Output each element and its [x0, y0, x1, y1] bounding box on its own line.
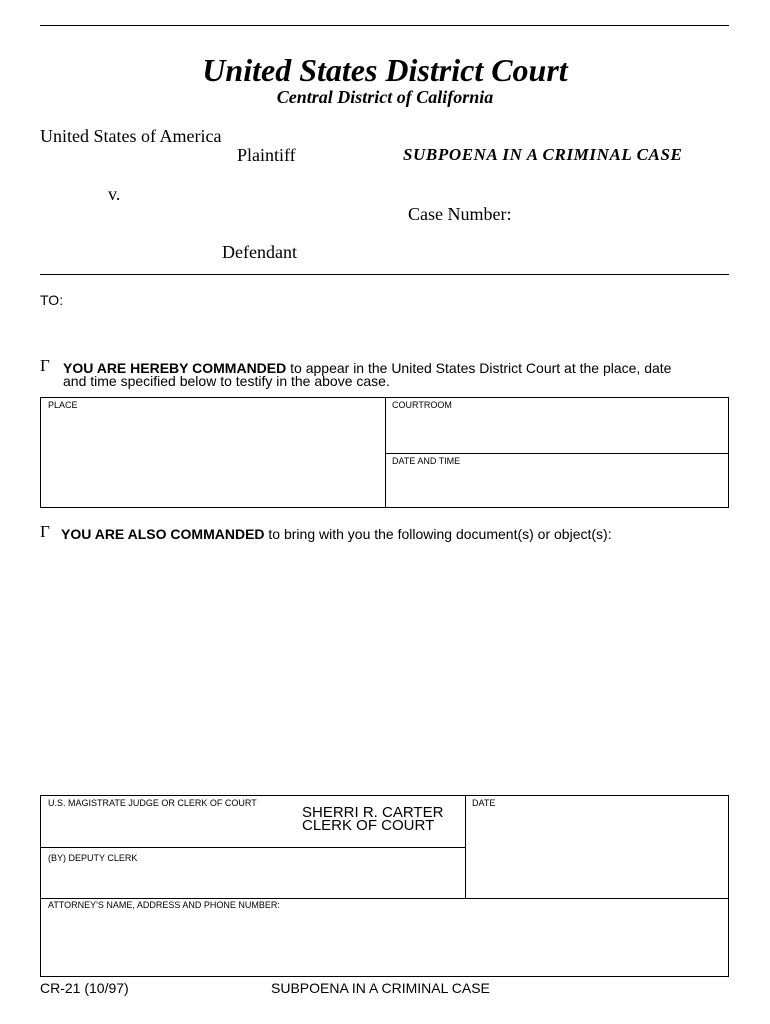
- command-appear-bold: YOU ARE HEREBY COMMANDED: [63, 360, 287, 376]
- document-type-heading: SUBPOENA IN A CRIMINAL CASE: [403, 145, 683, 164]
- command-appear-text-2: and time specified below to testify in the above case.: [63, 373, 390, 389]
- signature-vdivider: [465, 795, 466, 898]
- versus: v.: [108, 184, 121, 204]
- clerk-name: SHERRI R. CARTER: [302, 804, 444, 821]
- place-label: PLACE: [48, 400, 78, 410]
- command-bring-rest: to bring with you the following document(s) or object(s):: [264, 526, 612, 542]
- checkbox-bring[interactable]: Γ: [40, 522, 50, 541]
- case-number-label: Case Number:: [408, 204, 512, 224]
- clerk-title: CLERK OF COURT: [302, 817, 435, 834]
- date-time-label: DATE AND TIME: [392, 456, 461, 466]
- command-bring-bold: YOU ARE ALSO COMMANDED: [61, 526, 265, 542]
- attorney-label: ATTORNEY'S NAME, ADDRESS AND PHONE NUMBER:: [48, 900, 280, 910]
- checkbox-appear[interactable]: Γ: [40, 356, 50, 375]
- defendant-label: Defendant: [222, 242, 297, 262]
- place-table-hdivider: [385, 453, 729, 454]
- plaintiff-name: United States of America: [40, 126, 222, 146]
- court-district: Central District of California: [276, 87, 494, 107]
- judge-label: U.S. MAGISTRATE JUDGE OR CLERK OF COURT: [48, 798, 257, 808]
- plaintiff-label: Plaintiff: [237, 145, 296, 165]
- deputy-clerk-label: (BY) DEPUTY CLERK: [48, 853, 138, 863]
- form-title-footer: SUBPOENA IN A CRIMINAL CASE: [271, 980, 490, 996]
- court-title: United States District Court: [202, 52, 568, 88]
- signature-attorney-divider: [40, 898, 729, 899]
- signature-deputy-divider: [40, 847, 465, 848]
- form-number: CR-21 (10/97): [40, 980, 129, 996]
- command-bring-text: [61, 526, 612, 542]
- to-label: TO:: [40, 292, 64, 308]
- date-label: DATE: [472, 798, 496, 808]
- courtroom-label: COURTROOM: [392, 400, 452, 410]
- top-rule: [40, 25, 729, 26]
- caption-divider: [40, 274, 729, 275]
- command-appear-rest: to appear in the United States District Court at the place, date: [286, 360, 672, 376]
